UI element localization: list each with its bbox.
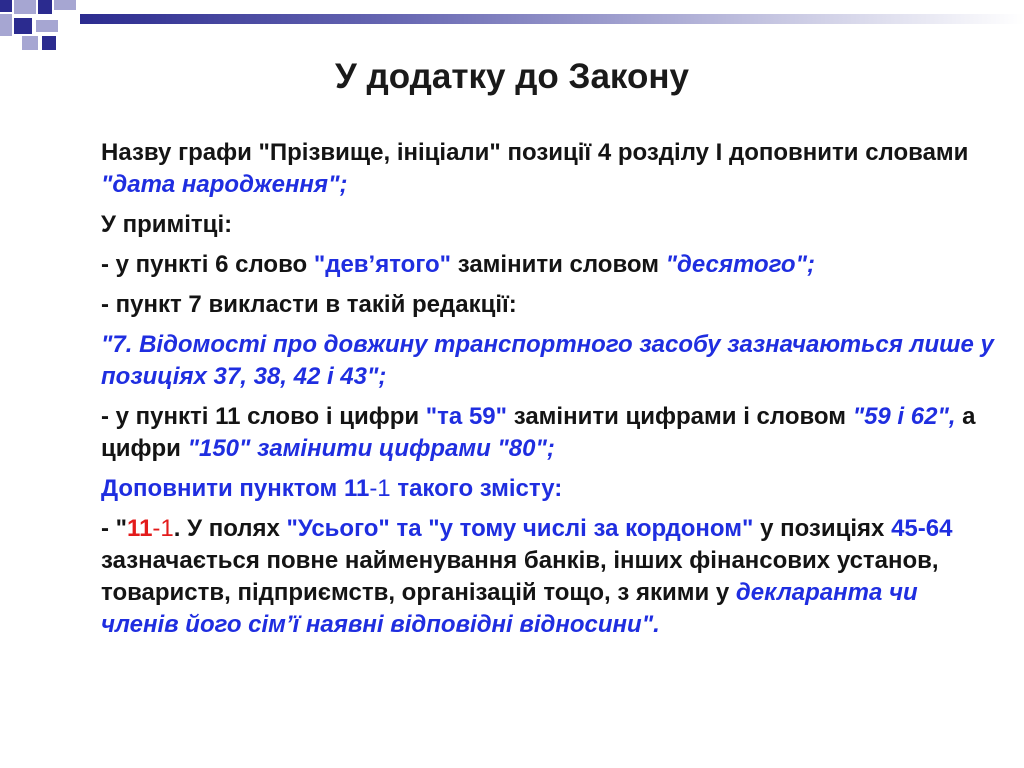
- paragraph-3-text-2: замінити словом: [451, 251, 666, 278]
- paragraph-8-text-2: у позиціях: [753, 515, 892, 542]
- paragraph-8-positions: 45-64: [891, 515, 953, 542]
- slide-title: У додатку до Закону: [335, 57, 689, 96]
- header-gradient-bar: [80, 14, 1024, 24]
- paragraph-8-closing: декларанта чи членів його сім’ї наявні відповідні відносини".: [101, 579, 918, 638]
- paragraph-6-old-value: "та 59": [425, 403, 508, 430]
- corner-decoration: [0, 0, 1024, 50]
- paragraph-3: [101, 249, 1001, 281]
- paragraph-1-text: Назву графи "Прізвище, ініціали" позиції 4 розділу І доповнити словами: [101, 139, 969, 166]
- paragraph-6-old-number: "150": [187, 435, 251, 462]
- paragraph-5: "7. Відомості про довжину транспортного засобу зазначаються лише у позиціях 37, 38, 42 і 43";: [101, 331, 994, 390]
- paragraph-1: [101, 137, 1001, 201]
- paragraph-7-suffix: -1: [369, 475, 391, 502]
- decor-square: [42, 36, 56, 50]
- decor-square: [38, 0, 52, 14]
- paragraph-7-text-2: такого змісту:: [390, 475, 563, 502]
- decor-square: [0, 0, 12, 12]
- paragraph-4: - пункт 7 викласти в такій редакції:: [101, 291, 517, 318]
- paragraph-6-new-number: замінити цифрами "80";: [250, 435, 555, 462]
- paragraph-6-text: - у пункті 11 слово і цифри: [101, 403, 426, 430]
- decor-square: [14, 0, 36, 14]
- paragraph-1-quote: "дата народження";: [101, 171, 348, 198]
- paragraph-6-new-value: "59 і 62",: [852, 403, 956, 430]
- paragraph-3-new-word: "десятого";: [665, 251, 815, 278]
- paragraph-8-number: 11: [127, 515, 153, 542]
- decor-square: [22, 36, 38, 50]
- paragraph-8-suffix: -1: [152, 515, 174, 542]
- paragraph-2: У примітці:: [101, 211, 233, 238]
- paragraph-6-text-2: замінити цифрами і словом: [507, 403, 853, 430]
- decor-square: [54, 0, 76, 10]
- paragraph-8-text: . У полях: [173, 515, 287, 542]
- paragraph-7: [101, 473, 1001, 505]
- paragraph-6: [101, 401, 1001, 465]
- paragraph-8-fields: "Усього" та "у тому числі за кордоном": [286, 515, 754, 542]
- paragraph-7-text: Доповнити пунктом 11: [101, 475, 370, 502]
- decor-square: [36, 20, 58, 32]
- paragraph-8: [101, 513, 1001, 641]
- paragraph-3-text: - у пункті 6 слово: [101, 251, 314, 278]
- decor-square: [14, 18, 32, 34]
- paragraph-8-text-3: зазначається повне найменування банків, інших фінансових установ, товариств, підприємств, організацій тощо, з якими у: [101, 547, 939, 606]
- paragraph-8-open: - ": [101, 515, 128, 542]
- slide-body: [101, 137, 1001, 649]
- paragraph-3-old-word: "дев’ятого": [313, 251, 452, 278]
- decor-square: [0, 14, 12, 36]
- paragraph-6-text-3: а цифри: [101, 403, 976, 462]
